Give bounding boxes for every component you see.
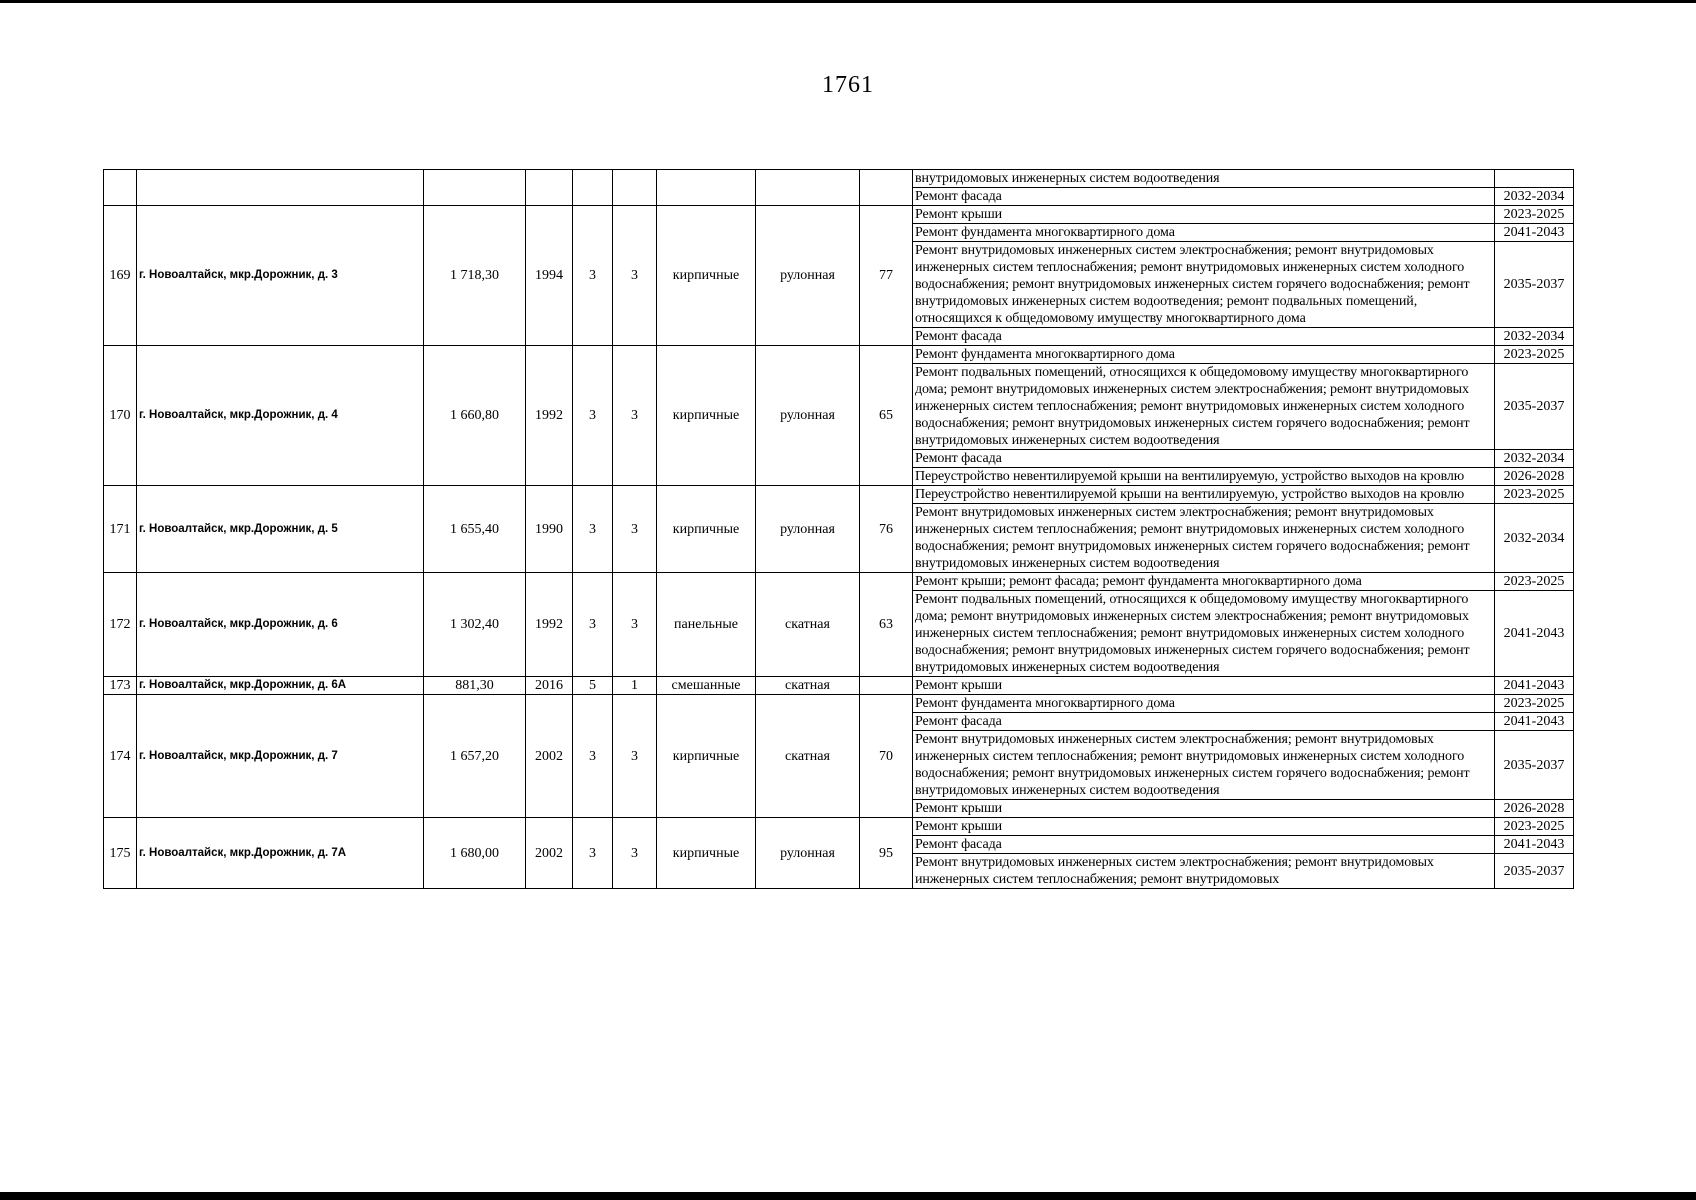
table-row (104, 818, 1574, 836)
entrance-count: 3 (613, 206, 657, 346)
work-period: 2041-2043 (1495, 224, 1574, 242)
work-description: Ремонт фасада (913, 328, 1495, 346)
work-period: 2035-2037 (1495, 854, 1574, 889)
table-row (104, 346, 1574, 364)
house-address: г. Новоалтайск, мкр.Дорожник, д. 5 (137, 486, 424, 573)
work-period: 2026-2028 (1495, 468, 1574, 486)
work-period: 2023-2025 (1495, 818, 1574, 836)
table-row (104, 170, 1574, 188)
row-number: 173 (104, 677, 137, 695)
work-period: 2032-2034 (1495, 328, 1574, 346)
roof-type: скатная (756, 695, 860, 818)
wall-material: кирпичные (657, 818, 756, 889)
house-address: г. Новоалтайск, мкр.Дорожник, д. 6А (137, 677, 424, 695)
floor-count: 3 (573, 486, 613, 573)
entrance-count (613, 170, 657, 206)
build-year: 2016 (526, 677, 573, 695)
work-description: Ремонт подвальных помещений, относящихся к общедомовому имуществу многоквартирного дома; ремонт внутридомовых инженерных систем электроснабжения; ремонт внутридомовых инженерных систем теплоснабжения; ремонт внутридомовых инженерных систем холодного водоснабжения; ремонт внутридомовых инженерных систем горячего водоснабжения; ремонт внутридомовых инженерных систем водоотведения (913, 364, 1495, 450)
roof-type: рулонная (756, 346, 860, 486)
house-area: 1 655,40 (424, 486, 526, 573)
wall-material (657, 170, 756, 206)
entrance-count: 3 (613, 818, 657, 889)
roof-type: рулонная (756, 206, 860, 346)
work-description: Ремонт внутридомовых инженерных систем электроснабжения; ремонт внутридомовых инженерных систем теплоснабжения; ремонт внутридомовых инженерных систем холодного водоснабжения; ремонт внутридомовых инженерных систем горячего водоснабжения; ремонт внутридомовых инженерных систем водоотведения; ремонт подвальных помещений, относящихся к общедомовому имуществу многоквартирного дома (913, 242, 1495, 328)
house-area: 1 302,40 (424, 573, 526, 677)
work-period: 2041-2043 (1495, 591, 1574, 677)
house-address: г. Новоалтайск, мкр.Дорожник, д. 3 (137, 206, 424, 346)
wear-percent: 95 (860, 818, 913, 889)
work-period: 2035-2037 (1495, 364, 1574, 450)
house-address: г. Новоалтайск, мкр.Дорожник, д. 6 (137, 573, 424, 677)
house-address (137, 170, 424, 206)
house-area: 1 680,00 (424, 818, 526, 889)
house-address: г. Новоалтайск, мкр.Дорожник, д. 7 (137, 695, 424, 818)
floor-count: 3 (573, 818, 613, 889)
house-address: г. Новоалтайск, мкр.Дорожник, д. 4 (137, 346, 424, 486)
floor-count: 3 (573, 206, 613, 346)
row-number (104, 170, 137, 206)
table-row (104, 206, 1574, 224)
work-period: 2023-2025 (1495, 346, 1574, 364)
work-description: Переустройство невентилируемой крыши на вентилируемую, устройство выходов на кровлю (913, 468, 1495, 486)
work-period: 2023-2025 (1495, 206, 1574, 224)
row-number: 174 (104, 695, 137, 818)
entrance-count: 3 (613, 695, 657, 818)
wall-material: кирпичные (657, 346, 756, 486)
floor-count (573, 170, 613, 206)
wear-percent (860, 677, 913, 695)
floor-count: 3 (573, 573, 613, 677)
work-period: 2032-2034 (1495, 450, 1574, 468)
wear-percent: 70 (860, 695, 913, 818)
work-period: 2023-2025 (1495, 486, 1574, 504)
wall-material: смешанные (657, 677, 756, 695)
build-year: 2002 (526, 818, 573, 889)
work-description: Переустройство невентилируемой крыши на вентилируемую, устройство выходов на кровлю (913, 486, 1495, 504)
house-area: 1 657,20 (424, 695, 526, 818)
work-period: 2023-2025 (1495, 573, 1574, 591)
work-description: Ремонт крыши (913, 206, 1495, 224)
house-area: 881,30 (424, 677, 526, 695)
entrance-count: 3 (613, 573, 657, 677)
floor-count: 3 (573, 346, 613, 486)
table-row (104, 695, 1574, 713)
work-description: Ремонт фундамента многоквартирного дома (913, 224, 1495, 242)
wear-percent: 63 (860, 573, 913, 677)
build-year (526, 170, 573, 206)
wall-material: кирпичные (657, 695, 756, 818)
work-description: Ремонт внутридомовых инженерных систем электроснабжения; ремонт внутридомовых инженерных систем теплоснабжения; ремонт внутридомовых инженерных систем холодного водоснабжения; ремонт внутридомовых инженерных систем горячего водоснабжения; ремонт внутридомовых инженерных систем водоотведения (913, 504, 1495, 573)
work-description: Ремонт внутридомовых инженерных систем электроснабжения; ремонт внутридомовых инженерных систем теплоснабжения; ремонт внутридомовых (913, 854, 1495, 889)
table-body (104, 170, 1574, 889)
house-address: г. Новоалтайск, мкр.Дорожник, д. 7А (137, 818, 424, 889)
table-row (104, 486, 1574, 504)
scan-border-top (0, 0, 1696, 3)
scan-border-bottom (0, 1192, 1696, 1200)
table-row (104, 677, 1574, 695)
work-description: Ремонт крыши; ремонт фасада; ремонт фундамента многоквартирного дома (913, 573, 1495, 591)
wear-percent: 65 (860, 346, 913, 486)
work-description: внутридомовых инженерных систем водоотведения (913, 170, 1495, 188)
work-period: 2032-2034 (1495, 188, 1574, 206)
roof-type: скатная (756, 677, 860, 695)
work-description: Ремонт подвальных помещений, относящихся к общедомовому имуществу многоквартирного дома; ремонт внутридомовых инженерных систем электроснабжения; ремонт внутридомовых инженерных систем теплоснабжения; ремонт внутридомовых инженерных систем холодного водоснабжения; ремонт внутридомовых инженерных систем горячего водоснабжения; ремонт внутридомовых инженерных систем водоотведения (913, 591, 1495, 677)
work-description: Ремонт крыши (913, 818, 1495, 836)
work-description: Ремонт фундамента многоквартирного дома (913, 695, 1495, 713)
work-period: 2026-2028 (1495, 800, 1574, 818)
work-description: Ремонт фасада (913, 713, 1495, 731)
work-period: 2035-2037 (1495, 731, 1574, 800)
work-description: Ремонт крыши (913, 800, 1495, 818)
row-number: 172 (104, 573, 137, 677)
wall-material: панельные (657, 573, 756, 677)
work-description: Ремонт фасада (913, 188, 1495, 206)
work-period: 2035-2037 (1495, 242, 1574, 328)
row-number: 171 (104, 486, 137, 573)
roof-type: рулонная (756, 818, 860, 889)
entrance-count: 3 (613, 346, 657, 486)
build-year: 2002 (526, 695, 573, 818)
wall-material: кирпичные (657, 206, 756, 346)
table-row (104, 573, 1574, 591)
wear-percent: 76 (860, 486, 913, 573)
row-number: 169 (104, 206, 137, 346)
build-year: 1990 (526, 486, 573, 573)
entrance-count: 1 (613, 677, 657, 695)
work-period: 2041-2043 (1495, 836, 1574, 854)
work-period: 2041-2043 (1495, 713, 1574, 731)
floor-count: 5 (573, 677, 613, 695)
roof-type (756, 170, 860, 206)
build-year: 1992 (526, 346, 573, 486)
house-area: 1 718,30 (424, 206, 526, 346)
build-year: 1992 (526, 573, 573, 677)
work-period: 2023-2025 (1495, 695, 1574, 713)
house-area (424, 170, 526, 206)
work-period: 2041-2043 (1495, 677, 1574, 695)
wear-percent (860, 170, 913, 206)
work-description: Ремонт крыши (913, 677, 1495, 695)
row-number: 175 (104, 818, 137, 889)
row-number: 170 (104, 346, 137, 486)
floor-count: 3 (573, 695, 613, 818)
roof-type: рулонная (756, 486, 860, 573)
wall-material: кирпичные (657, 486, 756, 573)
entrance-count: 3 (613, 486, 657, 573)
page-number: 1761 (822, 72, 874, 98)
work-description: Ремонт внутридомовых инженерных систем электроснабжения; ремонт внутридомовых инженерных систем теплоснабжения; ремонт внутридомовых инженерных систем холодного водоснабжения; ремонт внутридомовых инженерных систем горячего водоснабжения; ремонт внутридомовых инженерных систем водоотведения (913, 731, 1495, 800)
work-description: Ремонт фундамента многоквартирного дома (913, 346, 1495, 364)
wear-percent: 77 (860, 206, 913, 346)
work-description: Ремонт фасада (913, 450, 1495, 468)
house-area: 1 660,80 (424, 346, 526, 486)
house-repair-table (103, 169, 1574, 889)
work-description: Ремонт фасада (913, 836, 1495, 854)
work-period: 2032-2034 (1495, 504, 1574, 573)
build-year: 1994 (526, 206, 573, 346)
work-period (1495, 170, 1574, 188)
roof-type: скатная (756, 573, 860, 677)
